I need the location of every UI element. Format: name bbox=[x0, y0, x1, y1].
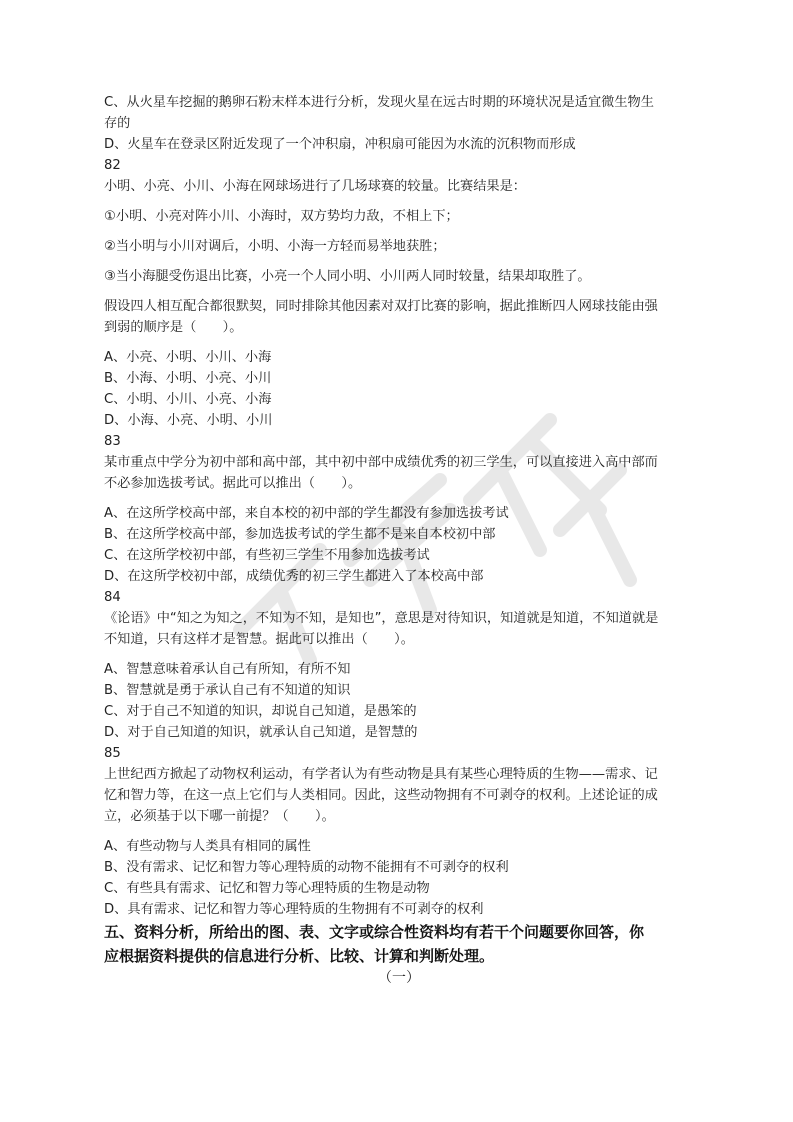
q82-stem-line1: 假设四人相互配合都很默契，同时排除其他因素对双打比赛的影响，据此推断四人网球技能由强 bbox=[104, 299, 658, 314]
section-5-heading-line1: 五、资料分析，所给出的图、表、文字或综合性资料均有若干个问题要你回答，你 bbox=[104, 923, 645, 941]
question-84 bbox=[104, 587, 694, 743]
q82-option-c: C、小明、小川、小亮、小海 bbox=[104, 392, 272, 407]
q83-option-d: D、在这所学校初中部，成绩优秀的初三学生都进入了本校高中部 bbox=[104, 569, 484, 584]
q83-stem-line1: 某市重点中学分为初中部和高中部，其中初中部中成绩优秀的初三学生，可以直接进入高中部而 bbox=[104, 455, 658, 470]
q81-option-d: D、火星车在登录区附近发现了一个冲积扇，冲积扇可能因为水流的沉积物而形成 bbox=[104, 137, 576, 152]
q83-option-c: C、在这所学校初中部，有些初三学生不用参加选拔考试 bbox=[104, 548, 430, 563]
q85-stem-line2: 忆和智力等，在这一点上它们与人类相同。因此，这些动物拥有不可剥夺的权利。上述论证的成 bbox=[104, 788, 658, 803]
q85-stem-line3: 立，必须基于以下哪一前提？（ ）。 bbox=[104, 809, 335, 824]
q84-option-a: A、智慧意味着承认自己有所知，有所不知 bbox=[104, 662, 351, 677]
q82-condition-2: ②当小明与小川对调后，小明、小海一方轻而易举地获胜； bbox=[104, 239, 446, 254]
q84-stem-line1: 《论语》中“知之为知之，不知为不知，是知也”，意思是对待知识，知道就是知道，不知道就是 bbox=[104, 611, 659, 626]
q83-option-a: A、在这所学校高中部，来自本校的初中部的学生都没有参加选拔考试 bbox=[104, 506, 509, 521]
q83-option-b: B、在这所学校高中部，参加选拔考试的学生都不是来自本校初中部 bbox=[104, 527, 496, 542]
question-82 bbox=[104, 155, 694, 431]
q85-number: 85 bbox=[104, 746, 121, 761]
q85-option-b: B、没有需求、记忆和智力等心理特质的动物不能拥有不可剥夺的权利 bbox=[104, 860, 509, 875]
document-page bbox=[104, 92, 694, 988]
q82-number: 82 bbox=[104, 158, 121, 173]
section-5 bbox=[104, 920, 694, 988]
q84-option-c: C、对于自己不知道的知识，却说自己知道，是愚笨的 bbox=[104, 704, 417, 719]
q84-option-d: D、对于自己知道的知识，就承认自己知道，是智慧的 bbox=[104, 725, 418, 740]
q82-intro: 小明、小亮、小川、小海在网球场进行了几场球赛的较量。比赛结果是： bbox=[104, 179, 526, 194]
q85-option-a: A、有些动物与人类具有相同的属性 bbox=[104, 839, 311, 854]
section-5-part-label: （一） bbox=[378, 970, 420, 986]
section-5-heading-line2: 应根据资料提供的信息进行分析、比较、计算和判断处理。 bbox=[104, 947, 495, 965]
q81-option-c-line2: 存的 bbox=[104, 116, 131, 131]
question-85 bbox=[104, 743, 694, 920]
q82-condition-3: ③当小海腿受伤退出比赛，小亮一个人同小明、小川两人同时较量，结果却取胜了。 bbox=[104, 269, 591, 284]
q84-option-b: B、智慧就是勇于承认自己有不知道的知识 bbox=[104, 683, 351, 698]
question-81-tail bbox=[104, 92, 694, 155]
q85-option-d: D、具有需求、记忆和智力等心理特质的生物拥有不可剥夺的权利 bbox=[104, 902, 484, 917]
q84-number: 84 bbox=[104, 590, 121, 605]
q85-option-c: C、有些具有需求、记忆和智力等心理特质的生物是动物 bbox=[104, 881, 430, 896]
q82-option-a: A、小亮、小明、小川、小海 bbox=[104, 350, 272, 365]
q82-condition-1: ①小明、小亮对阵小川、小海时，双方势均力敌，不相上下； bbox=[104, 209, 459, 224]
q82-option-b: B、小海、小明、小亮、小川 bbox=[104, 371, 272, 386]
question-83 bbox=[104, 431, 694, 587]
q81-option-c-line1: C、从火星车挖掘的鹅卵石粉末样本进行分析，发现火星在远古时期的环境状况是适宜微生物生 bbox=[104, 95, 654, 110]
q82-option-d: D、小海、小亮、小明、小川 bbox=[104, 413, 273, 428]
q83-stem-line2: 不必参加选拔考试。据此可以推出（ ）。 bbox=[104, 476, 362, 491]
q82-stem-line2: 到弱的顺序是（ ）。 bbox=[104, 320, 243, 335]
q83-number: 83 bbox=[104, 434, 121, 449]
q84-stem-line2: 不知道，只有这样才是智慧。据此可以推出（ ）。 bbox=[104, 632, 414, 647]
q85-stem-line1: 上世纪西方掀起了动物权利运动，有学者认为有些动物是具有某些心理特质的生物——需求、记 bbox=[104, 767, 658, 782]
